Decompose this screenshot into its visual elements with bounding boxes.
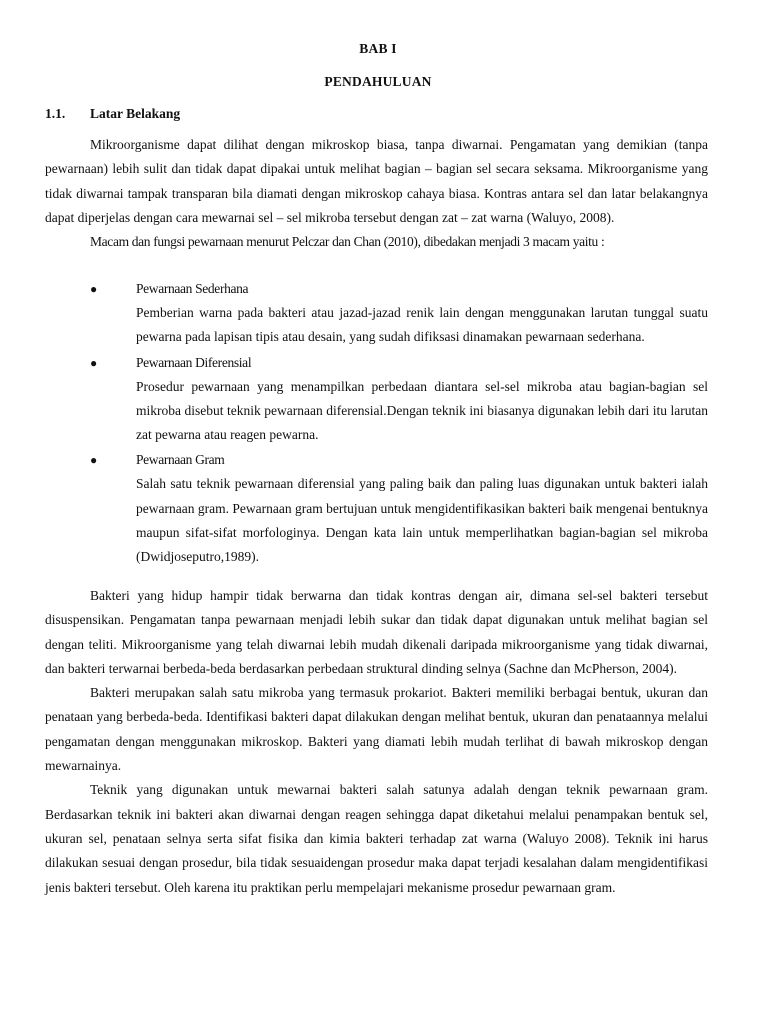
intro-paragraph: Mikroorganisme dapat dilihat dengan mikroskop biasa, tanpa diwarnai. Pengamatan yang demikian (tanpa pewarnaan) lebih sulit dan tidak dapat dipakai untuk melihat bagian – bagian sel secara seksama. Mikroorganisme yang tidak diwarnai tampak transparan bila diamati dengan mikroskop cahaya biasa. Kontras antara sel dan latar belakangnya dapat diperjelas dengan cara mewarnai sel – sel mikroba tersebut dengan zat – zat warna (Waluyo, 2008). bbox=[45, 137, 708, 225]
bullet-title: Pewarnaan Gram bbox=[136, 452, 225, 468]
bullet-title: Pewarnaan Sederhana bbox=[136, 281, 249, 296]
section-number: 1.1. bbox=[45, 106, 66, 121]
list-intro: Macam dan fungsi pewarnaan menurut Pelczar dan Chan (2010), dibedakan menjadi 3 macam yaitu : bbox=[90, 234, 605, 250]
body-paragraph: Bakteri merupakan salah satu mikroba yang termasuk prokariot. Bakteri memiliki berbagai bentuk, ukuran dan penataan yang berbeda-beda. Identifikasi bakteri dapat dilakukan dengan melihat bentuk, ukuran dan penataannya melalui pengamatan dengan menggunakan mikroskop. Bakteri yang diamati lebih mudah terlihat di bawah mikroskop dengan mewarnainya. bbox=[45, 685, 708, 774]
bullet-list bbox=[45, 277, 708, 570]
bullet-item bbox=[45, 448, 708, 569]
chapter-title: PENDAHULUAN bbox=[324, 74, 432, 89]
bullet-icon: ● bbox=[90, 355, 98, 370]
chapter-label: BAB I bbox=[359, 41, 397, 56]
section-title: Latar Belakang bbox=[90, 106, 181, 121]
body-paragraph: Teknik yang digunakan untuk mewarnai bakteri salah satunya adalah dengan teknik pewarnaan gram. Berdasarkan teknik ini bakteri akan diwarnai dengan reagen sehingga dapat diketahui melalui penampakan bentuk sel, ukuran sel, penataan selnya serta sifat fisika dan kimia bakteri terhadap zat warna (Waluyo 2008). Teknik ini harus dilakukan sesuai dengan prosedur, bila tidak sesuaidengan prosedur maka dapat terjadi kesalahan dalam mengidentifikasi jenis bakteri tersebut. Oleh karena itu praktikan perlu mempelajari mekanisme prosedur pewarnaan gram. bbox=[45, 782, 708, 895]
body-block bbox=[45, 584, 708, 900]
section-heading bbox=[45, 106, 180, 122]
intro-block bbox=[45, 133, 708, 254]
bullet-body: Prosedur pewarnaan yang menampilkan perbedaan diantara sel-sel mikroba atau bagian-bagian sel mikroba disebut teknik pewarnaan diferensial.Dengan teknik ini biasanya digunakan lebih dari itu larutan zat pewarna atau reagen pewarna. bbox=[136, 378, 708, 443]
bullet-item bbox=[45, 351, 708, 448]
bullet-icon: ● bbox=[90, 282, 98, 296]
bullet-title: Pewarnaan Diferensial bbox=[136, 354, 252, 370]
bullet-icon: ● bbox=[90, 453, 98, 468]
bullet-item bbox=[45, 277, 708, 350]
body-paragraph: Bakteri yang hidup hampir tidak berwarna dan tidak kontras dengan air, dimana sel-sel bakteri tersebut disuspensikan. Pengamatan tanpa pewarnaan menjadi lebih sukar dan tidak dapat digunakan untuk melihat bagian sel dengan teliti. Mikroorganisme yang telah diwarnai lebih mudah dikenali daripada mikroorganisme yang tidak diwarnai, dan bakteri terwarnai berbeda-beda berdasarkan perbedaan struktural dinding selnya (Sachne dan McPherson, 2004). bbox=[45, 588, 708, 676]
bullet-body: Pemberian warna pada bakteri atau jazad-jazad renik lain dengan menggunakan larutan tunggal suatu pewarna pada lapisan tipis atau desain, yang sudah difiksasi dinamakan pewarnaan sederhana. bbox=[136, 305, 708, 345]
bullet-body: Salah satu teknik pewarnaan diferensial yang paling baik dan paling luas digunakan untuk bakteri ialah pewarnaan gram. Pewarnaan gram bertujuan untuk mengidentifikasikan bakteri baik mengenai bentuknya maupun sifat-sifat morfologinya. Dengan kata lain untuk memperlihatkan bagian-bagian sel mikroba (Dwidjoseputro,1989). bbox=[136, 476, 708, 565]
